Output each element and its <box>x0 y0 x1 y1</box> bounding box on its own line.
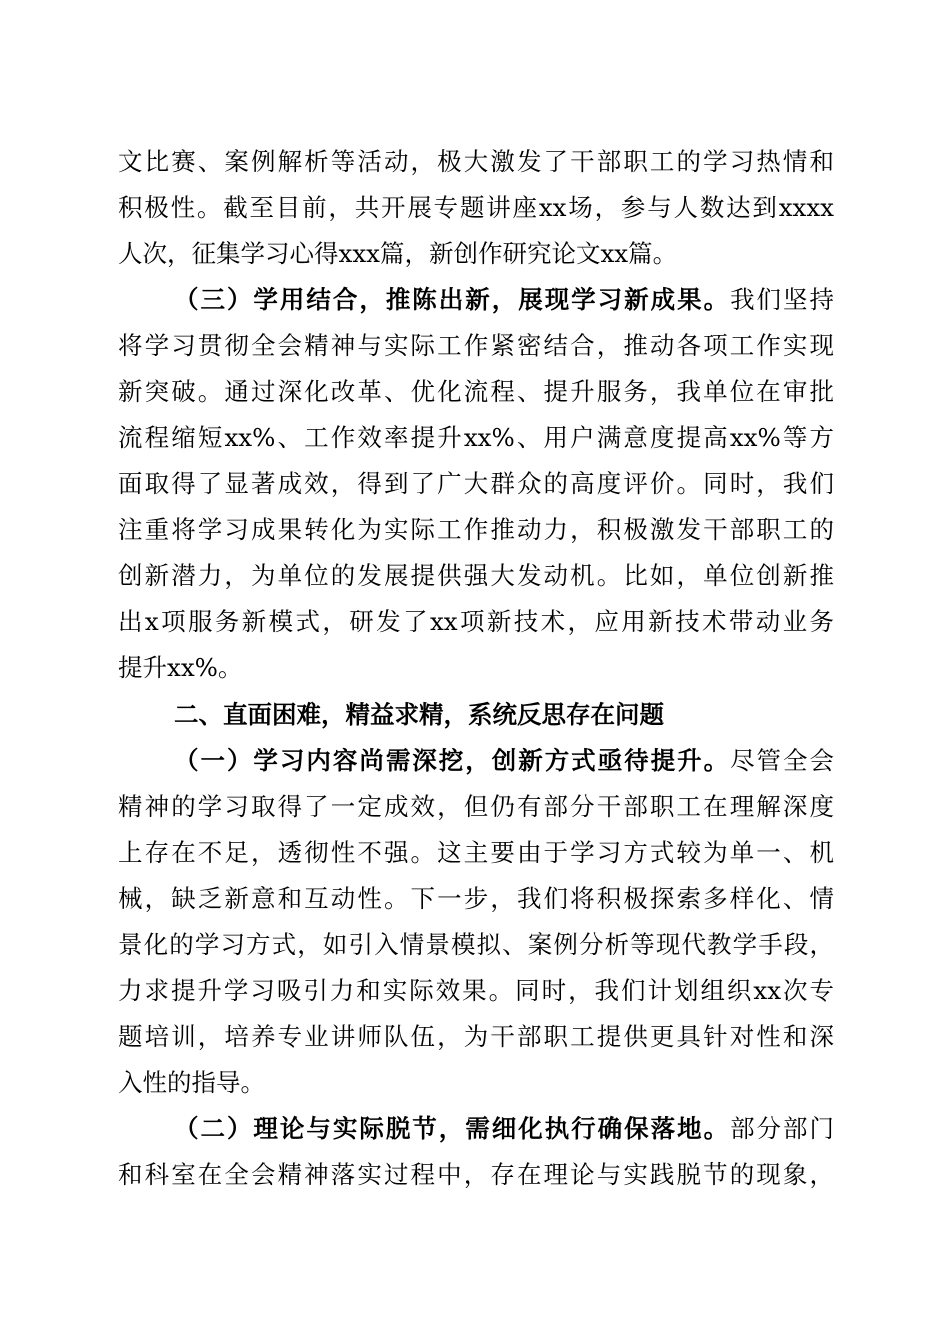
text-line: 新突破。通过深化改革、优化流程、提升服务，我单位在审批 <box>118 377 834 406</box>
text-line: 题培训，培养专业讲师队伍，为干部职工提供更具针对性和深 <box>118 1022 834 1051</box>
paragraph-two-bold-lead: （二）理论与实际脱节，需细化执行确保落地。 <box>174 1114 731 1143</box>
paragraph-one-first-line <box>174 744 834 778</box>
text-line: 面取得了显著成效，得到了广大群众的高度评价。同时，我们 <box>118 469 834 498</box>
text-span: 我们坚持 <box>730 285 834 314</box>
text-span: 尽管全会 <box>730 746 834 775</box>
text-line: 积极性。截至目前，共开展专题讲座xx场，参与人数达到xxxx <box>118 193 834 222</box>
text-line: 文比赛、案例解析等活动，极大激发了干部职工的学习热情和 <box>118 147 834 176</box>
text-line: 和科室在全会精神落实过程中，存在理论与实践脱节的现象， <box>118 1160 834 1189</box>
text-line: 上存在不足，透彻性不强。这主要由于学习方式较为单一、机 <box>118 838 834 867</box>
text-line: 力求提升学习吸引力和实际效果。同时，我们计划组织xx次专 <box>118 976 834 1005</box>
text-line: 提升xx%。 <box>118 653 243 682</box>
text-line: 入性的指导。 <box>118 1068 265 1097</box>
text-line: 械，缺乏新意和互动性。下一步，我们将积极探索多样化、情 <box>118 884 834 913</box>
paragraph-three-bold-lead: （三）学用结合，推陈出新，展现学习新成果。 <box>174 285 731 314</box>
text-line: 将学习贯彻全会精神与实际工作紧密结合，推动各项工作实现 <box>118 331 834 360</box>
paragraph-one-bold-lead: （一）学习内容尚需深挖，创新方式亟待提升。 <box>174 746 731 775</box>
text-line: 注重将学习成果转化为实际工作推动力，积极激发干部职工的 <box>118 515 834 544</box>
text-line: 人次，征集学习心得xxx篇，新创作研究论文xx篇。 <box>118 239 678 268</box>
paragraph-three-first-line <box>174 283 834 317</box>
section-two-heading: 二、直面困难，精益求精，系统反思存在问题 <box>174 700 664 729</box>
text-line: 景化的学习方式，如引入情景模拟、案例分析等现代教学手段， <box>118 930 834 959</box>
text-line: 出x项服务新模式，研发了xx项新技术，应用新技术带动业务 <box>118 607 834 636</box>
text-line: 创新潜力，为单位的发展提供强大发动机。比如，单位创新推 <box>118 561 834 590</box>
paragraph-two-first-line <box>174 1112 834 1146</box>
text-line: 流程缩短xx%、工作效率提升xx%、用户满意度提高xx%等方 <box>118 423 834 452</box>
text-span: 部分部门 <box>730 1114 834 1143</box>
text-line: 精神的学习取得了一定成效，但仍有部分干部职工在理解深度 <box>118 792 834 821</box>
